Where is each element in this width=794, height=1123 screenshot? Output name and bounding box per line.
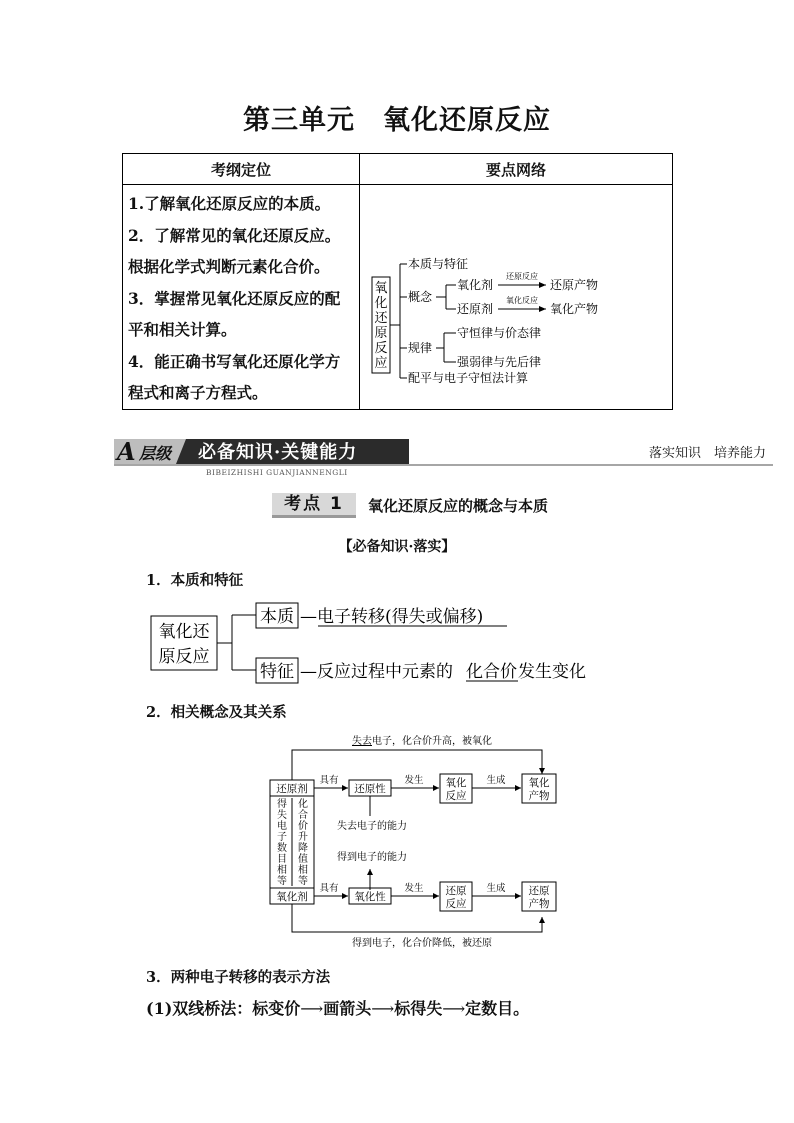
section-subtitle: 【必备知识·落实】 bbox=[338, 539, 456, 555]
reducibility-text: 还原性 bbox=[354, 783, 386, 795]
network-root-char: 化 bbox=[374, 296, 388, 311]
header-objectives: 考纲定位 bbox=[123, 154, 360, 185]
concept-bracket bbox=[436, 285, 456, 309]
method1-prefix: (1)双线桥法： bbox=[146, 999, 253, 1018]
law-bracket bbox=[436, 333, 456, 362]
method1-line bbox=[146, 996, 529, 1019]
concept-result: 还原产物 bbox=[550, 278, 599, 292]
essence-label: 本质 bbox=[260, 607, 294, 627]
lose-ability-text: 失去电子的能力 bbox=[337, 821, 407, 832]
vertical-left-char: 得 bbox=[277, 799, 287, 810]
essence-bracket bbox=[217, 615, 256, 670]
network-branch: 概念 bbox=[408, 290, 433, 304]
red-reaction-text: 还原 bbox=[445, 885, 467, 897]
objective-line: 平和相关计算。 bbox=[128, 320, 237, 339]
objective-line: 4．能正确书写氧化还原化学方 bbox=[128, 351, 341, 371]
method1-step: 标变价 bbox=[252, 999, 301, 1018]
section-badge: 考点 1 bbox=[272, 493, 356, 518]
heading-methods: 3．两种电子转移的表示方法 bbox=[146, 969, 331, 986]
occurs-label: 发生 bbox=[404, 883, 424, 894]
concept-arrow-label: 还原反应 bbox=[506, 272, 538, 281]
vertical-right-char: 值 bbox=[298, 854, 308, 865]
vertical-left-char: 电 bbox=[277, 821, 287, 832]
outline-table bbox=[122, 153, 673, 410]
objective-line: 根据化学式判断元素化合价。 bbox=[128, 257, 330, 276]
vertical-right-char: 价 bbox=[298, 821, 308, 832]
page-title bbox=[0, 98, 794, 137]
vertical-right-text bbox=[298, 797, 308, 887]
vertical-left-char: 目 bbox=[277, 854, 287, 865]
vertical-left-char: 失 bbox=[277, 810, 287, 821]
feature-label: 特征 bbox=[260, 662, 294, 682]
objective-line: 3．掌握常见氧化还原反应的配 bbox=[128, 288, 341, 308]
objective-line: 2．了解常见的氧化还原反应。 bbox=[128, 225, 341, 245]
title-unit: 第三单元 bbox=[243, 105, 355, 136]
objective-line: 1.了解氧化还原反应的本质。 bbox=[128, 194, 331, 213]
essence-root-line: 氧化还 bbox=[158, 622, 210, 642]
vertical-right-char: 升 bbox=[298, 832, 308, 843]
banner-level-word: 层级 bbox=[139, 444, 172, 463]
arrow-icon: ⟶ bbox=[300, 999, 324, 1018]
network-root-char: 反 bbox=[374, 341, 388, 356]
network-root-char: 应 bbox=[374, 356, 388, 371]
network-root-char: 原 bbox=[374, 326, 388, 341]
top-label bbox=[352, 734, 492, 747]
vertical-right-char: 化 bbox=[298, 799, 308, 810]
title-topic: 氧化还原反应 bbox=[383, 105, 551, 136]
ox-product-text: 产物 bbox=[528, 790, 550, 802]
section-title: 氧化还原反应的概念与本质 bbox=[368, 497, 549, 515]
oxidizability-text: 氧化性 bbox=[354, 891, 386, 903]
bottom-loop-arrow bbox=[292, 904, 542, 932]
law-item: 强弱律与先后律 bbox=[457, 355, 542, 369]
concept-item: 氧化剂 bbox=[457, 278, 494, 292]
feature-desc-post: 发生变化 bbox=[518, 662, 586, 682]
level-banner bbox=[114, 437, 773, 477]
feature-desc-key: 化合价 bbox=[466, 662, 517, 682]
has-label: 具有 bbox=[319, 883, 339, 894]
vertical-left-text bbox=[277, 798, 287, 887]
vertical-right-char: 等 bbox=[298, 876, 308, 887]
concept-item: 还原剂 bbox=[457, 302, 494, 316]
vertical-left-char: 等 bbox=[277, 876, 287, 887]
objective-line: 程式和离子方程式。 bbox=[128, 383, 268, 402]
relation-diagram bbox=[262, 732, 562, 952]
objectives-cell bbox=[123, 185, 360, 410]
banner-right-text: 落实知识 培养能力 bbox=[648, 446, 766, 461]
red-product-text: 产物 bbox=[528, 898, 550, 910]
red-product-text: 还原 bbox=[528, 885, 550, 897]
top-label-key: 失去 bbox=[352, 736, 372, 747]
bottom-label: 得到电子，化合价降低，被还原 bbox=[352, 938, 492, 949]
top-label-rest: 电子，化合价升高，被氧化 bbox=[372, 736, 492, 747]
network-root-char: 还 bbox=[374, 311, 388, 326]
concept-result: 氧化产物 bbox=[550, 302, 599, 316]
network-cell bbox=[360, 185, 673, 410]
knowledge-network-diagram bbox=[360, 185, 674, 404]
banner-pinyin: BIBEIZHISHI GUANJIANNENGLI bbox=[206, 468, 348, 477]
has-label: 具有 bbox=[319, 775, 339, 786]
vertical-left-char: 数 bbox=[277, 843, 287, 854]
vertical-left-char: 子 bbox=[277, 832, 287, 843]
vertical-right-char: 相 bbox=[298, 865, 308, 876]
gain-ability-text: 得到电子的能力 bbox=[337, 852, 407, 863]
forms-label: 生成 bbox=[486, 775, 506, 786]
banner-headline: 必备知识·关键能力 bbox=[198, 442, 358, 463]
concept-arrow-label: 氧化反应 bbox=[506, 296, 538, 305]
reductant-text: 还原剂 bbox=[276, 783, 308, 795]
heading-essence: 1．本质和特征 bbox=[146, 572, 244, 589]
vertical-right-char: 合 bbox=[298, 810, 308, 821]
essence-diagram bbox=[146, 598, 616, 690]
header-network: 要点网络 bbox=[360, 154, 673, 185]
ox-reaction-text: 反应 bbox=[445, 790, 467, 802]
ox-product-text: 氧化 bbox=[528, 777, 550, 789]
red-reaction-text: 反应 bbox=[445, 898, 467, 910]
forms-label: 生成 bbox=[486, 883, 506, 894]
vertical-left-char: 相 bbox=[277, 865, 287, 876]
network-branch: 规律 bbox=[408, 341, 433, 355]
feature-desc-pre: —反应过程中元素的 bbox=[300, 662, 453, 682]
network-branch: 本质与特征 bbox=[408, 257, 469, 271]
ox-reaction-text: 氧化 bbox=[445, 777, 467, 789]
essence-desc: —电子转移(得失或偏移) bbox=[300, 607, 484, 627]
arrow-icon: ⟶ bbox=[371, 999, 395, 1018]
arrow-icon: ⟶ bbox=[442, 999, 466, 1018]
vertical-right-char: 降 bbox=[298, 843, 308, 854]
heading-relation: 2．相关概念及其关系 bbox=[146, 704, 287, 721]
banner-level-letter: A bbox=[117, 437, 136, 466]
network-root-char: 氧 bbox=[374, 281, 388, 296]
law-item: 守恒律与价态律 bbox=[457, 326, 542, 340]
method1-step: 画箭头 bbox=[323, 999, 372, 1018]
network-branch: 配平与电子守恒法计算 bbox=[408, 371, 529, 385]
occurs-label: 发生 bbox=[404, 775, 424, 786]
network-bracket bbox=[390, 264, 407, 378]
method1-step: 标得失 bbox=[394, 999, 443, 1018]
essence-root-line: 原反应 bbox=[158, 647, 210, 667]
method1-step: 定数目。 bbox=[465, 999, 530, 1018]
oxidant-text: 氧化剂 bbox=[276, 891, 308, 903]
